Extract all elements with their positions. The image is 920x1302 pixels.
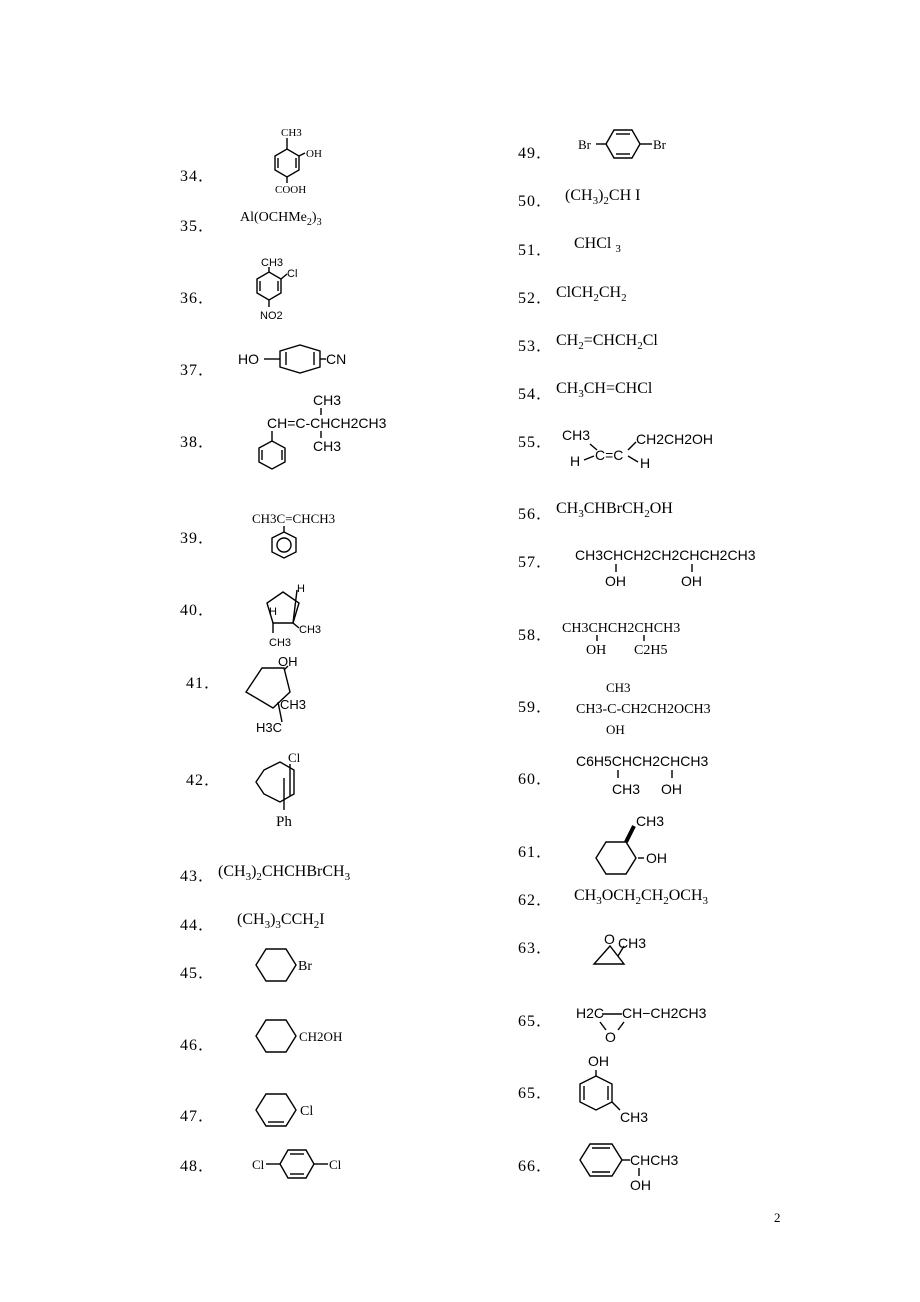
- item-number: 50．: [518, 193, 554, 210]
- cl-label: Cl: [288, 750, 301, 765]
- top-label: CH3: [313, 392, 342, 408]
- oh-label: OH: [588, 1053, 609, 1069]
- structure-66: [578, 1140, 718, 1200]
- structure-60: [576, 748, 736, 804]
- oh-label: OH: [681, 573, 702, 589]
- ch3-label: CH3: [562, 427, 591, 443]
- item-number: 43．: [180, 868, 216, 885]
- br-label: Br: [653, 137, 666, 152]
- item-number: 38．: [180, 434, 216, 451]
- oh-label: OH: [306, 148, 322, 160]
- structure-58: [562, 616, 702, 662]
- item-number: 51．: [518, 242, 554, 259]
- item-number: 56．: [518, 506, 554, 523]
- r-label: CH2OH: [299, 1029, 343, 1044]
- top-label: CH3C=CHCH3: [252, 511, 336, 526]
- ph-label: Ph: [276, 814, 292, 830]
- structure-45: [252, 945, 342, 985]
- item-number: 63．: [518, 940, 554, 957]
- ch3-label: CH3: [612, 781, 641, 797]
- formula-54: $CH_3CH=CHCl$: [556, 380, 653, 401]
- ch3-label: CH3: [636, 813, 665, 829]
- item-number: 47．: [180, 1108, 216, 1125]
- formula-52: $ClCH_2CH_2$: [556, 284, 627, 305]
- main-label: C6H5CHCH2CHCH3: [576, 753, 709, 769]
- c2h5-label: C2H5: [634, 643, 668, 658]
- item-number: 49．: [518, 145, 554, 162]
- cc-label: C=C: [595, 447, 624, 463]
- formula-43: $(CH_3)_2CHCHBrCH_3$: [218, 863, 351, 884]
- h2c-label: H2C: [576, 1005, 605, 1021]
- o-label: O: [604, 931, 615, 947]
- formula-35: $Al(OCHMe_2)_3$: [240, 210, 322, 228]
- structure-48: [252, 1148, 362, 1184]
- formula-62: $CH_3OCH_2CH_2OCH_3$: [574, 887, 709, 908]
- structure-34: [255, 120, 335, 200]
- r-label: CHCH3: [630, 1152, 679, 1168]
- main-label: CH=C-CHCH2CH3: [267, 415, 387, 431]
- structure-65a: [576, 1000, 736, 1046]
- structure-47: [252, 1090, 342, 1130]
- formula-56: $CH_3CHBrCH_2OH$: [556, 500, 673, 521]
- o-label: O: [605, 1029, 616, 1045]
- item-number: 40．: [180, 602, 216, 619]
- item-number: 62．: [518, 892, 554, 909]
- h-label: H: [640, 455, 651, 471]
- structure-59: [576, 676, 736, 742]
- cl-label: Cl: [329, 1157, 342, 1172]
- item-number: 37．: [180, 362, 216, 379]
- structure-46: [252, 1016, 372, 1056]
- main-label: CH3CHCH2CHCH3: [562, 621, 681, 636]
- h-label: H: [269, 606, 277, 618]
- oh-label: OH: [605, 573, 626, 589]
- formula-50: $(CH_3)_2CH$ I: [565, 187, 641, 208]
- formula-51: CHCl $_3$: [574, 235, 621, 256]
- item-number: 60．: [518, 771, 554, 788]
- item-number: 58．: [518, 627, 554, 644]
- oh-label: OH: [278, 654, 298, 669]
- no2-label: NO2: [260, 310, 283, 322]
- item-number: 35．: [180, 218, 216, 235]
- ch3-label: CH3: [299, 624, 322, 636]
- item-number: 46．: [180, 1037, 216, 1054]
- h3c-label: H3C: [256, 720, 283, 735]
- structure-65b: [576, 1050, 666, 1130]
- item-number: 44．: [180, 917, 216, 934]
- page-number: 2: [774, 1210, 781, 1225]
- oh-label: OH: [630, 1177, 651, 1193]
- ch3-label: CH3: [606, 680, 631, 695]
- item-number: 54．: [518, 386, 554, 403]
- br-label: Br: [298, 959, 312, 974]
- cooh-label: COOH: [275, 184, 307, 196]
- item-number: 42．: [186, 772, 222, 789]
- item-number: 59．: [518, 699, 554, 716]
- cn-label: CN: [326, 351, 347, 367]
- item-number: 65．: [518, 1085, 554, 1102]
- cl-label: Cl: [300, 1104, 314, 1119]
- item-number: 66．: [518, 1158, 554, 1175]
- item-number: 36．: [180, 290, 216, 307]
- structure-49: [578, 124, 688, 164]
- structure-55: [562, 422, 742, 476]
- structure-37: [238, 340, 368, 380]
- ch3-label: CH3: [261, 257, 284, 269]
- oh-label: OH: [606, 722, 625, 737]
- oh-label: OH: [646, 850, 667, 866]
- item-number: 61．: [518, 844, 554, 861]
- structure-42: [250, 748, 330, 838]
- item-number: 45．: [180, 965, 216, 982]
- ch3-label: CH3: [281, 127, 302, 139]
- item-number: 48．: [180, 1158, 216, 1175]
- ch3-label: CH3: [269, 637, 292, 649]
- ho-label: HO: [238, 351, 259, 367]
- cl-label: Cl: [287, 268, 298, 280]
- h-label: H: [570, 453, 581, 469]
- structure-36: [245, 255, 325, 335]
- oh-label: OH: [586, 643, 607, 658]
- cl-label: Cl: [252, 1157, 265, 1172]
- structure-41: [238, 650, 338, 740]
- r-label: CH−CH2CH3: [622, 1005, 707, 1021]
- item-number: 39．: [180, 530, 216, 547]
- item-number: 65．: [518, 1013, 554, 1030]
- item-number: 57．: [518, 554, 554, 571]
- structure-61: [592, 810, 702, 880]
- formula-44: $(CH_3)_3CCH_2I$: [237, 911, 325, 932]
- structure-38: [255, 390, 415, 480]
- structure-57: [575, 540, 775, 592]
- item-number: 34．: [180, 168, 216, 185]
- item-number: 55．: [518, 434, 554, 451]
- ch3-label: CH3: [620, 1109, 649, 1125]
- ch3-label: CH3: [618, 935, 647, 951]
- br-label: Br: [578, 137, 591, 152]
- bot-label: CH3: [313, 438, 342, 454]
- item-number: 41．: [186, 675, 222, 692]
- oh-label: OH: [661, 781, 682, 797]
- formula-53: $CH_2=CHCH_2Cl$: [556, 332, 658, 353]
- main-label: CH3-C-CH2CH2OCH3: [576, 702, 711, 717]
- h-label: H: [297, 583, 305, 595]
- structure-39: [252, 508, 372, 568]
- r-label: CH2CH2OH: [636, 431, 714, 447]
- item-number: 53．: [518, 338, 554, 355]
- structure-40: [255, 578, 345, 658]
- structure-63: [590, 928, 660, 974]
- main-label: CH3CHCH2CH2CHCH2CH3: [575, 547, 756, 563]
- item-number: 52．: [518, 290, 554, 307]
- ch3-label: CH3: [280, 697, 307, 712]
